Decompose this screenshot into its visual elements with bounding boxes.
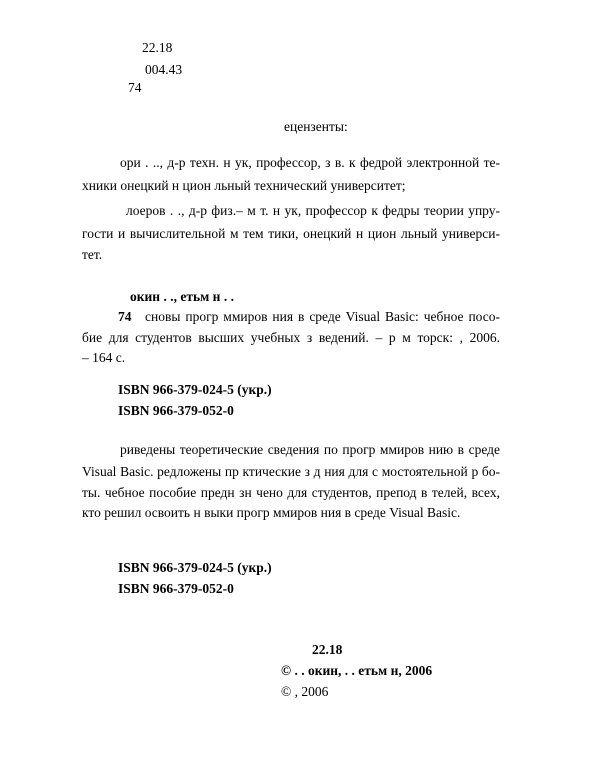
reviewers-heading: ецензенты: <box>284 119 348 134</box>
reviewer-1-line-2: хники онецкий н цион льный технический университет; <box>82 178 406 193</box>
bib-title-line-1: сновы прогр ммиров ния в среде Visual Basic: чебное посо- <box>145 309 500 324</box>
bib-authors: окин . ., етьм н . . <box>130 289 234 304</box>
reviewer-2-line-1: лоеров . ., д-р физ.– м т. н ук, профессор к федры теории упру- <box>126 203 500 218</box>
bib-pages: – 164 с. <box>82 350 126 365</box>
bib-mark: 74 <box>118 309 132 324</box>
copyright-authors: © . . окин, . . етьм н, 2006 <box>281 663 433 678</box>
copyright-code: 22.18 <box>312 642 343 657</box>
abstract-line-3: ты. чебное пособие предн зн чено для студентов, препод в телей, всех, <box>82 485 500 500</box>
copyright-publisher: © , 2006 <box>281 684 329 699</box>
abstract-line-1: риведены теоретические сведения по прогр ммиров нию в среде <box>120 442 500 457</box>
abstract-line-4: кто решил освоить н выки прогр ммиров ния в среде Visual Basic. <box>82 505 461 520</box>
reviewer-2-line-2: гости и вычислительной м тем тики, онецкий н цион льный универси- <box>82 226 500 241</box>
isbn-other-bottom: ISBN 966-379-052-0 <box>118 581 234 596</box>
isbn-ukr-bottom: ISBN 966-379-024-5 (укр.) <box>118 560 272 575</box>
author-mark: 74 <box>128 80 142 95</box>
reviewer-1-line-1: ори . .., д-р техн. н ук, профессор, з в. к федрой электронной те- <box>120 155 500 170</box>
reviewer-2-line-3: тет. <box>82 247 103 262</box>
isbn-ukr-top: ISBN 966-379-024-5 (укр.) <box>118 382 272 397</box>
bbk-index: 004.43 <box>145 62 183 77</box>
isbn-other-top: ISBN 966-379-052-0 <box>118 403 234 418</box>
udc-index: 22.18 <box>142 40 173 55</box>
abstract-line-2: Visual Basic. редложены пр ктические з д ния для с мостоятельной р бо- <box>82 464 500 479</box>
bib-title-line-2: бие для студентов высших учебных з ведений. – р м торск: , 2006. <box>82 330 500 345</box>
